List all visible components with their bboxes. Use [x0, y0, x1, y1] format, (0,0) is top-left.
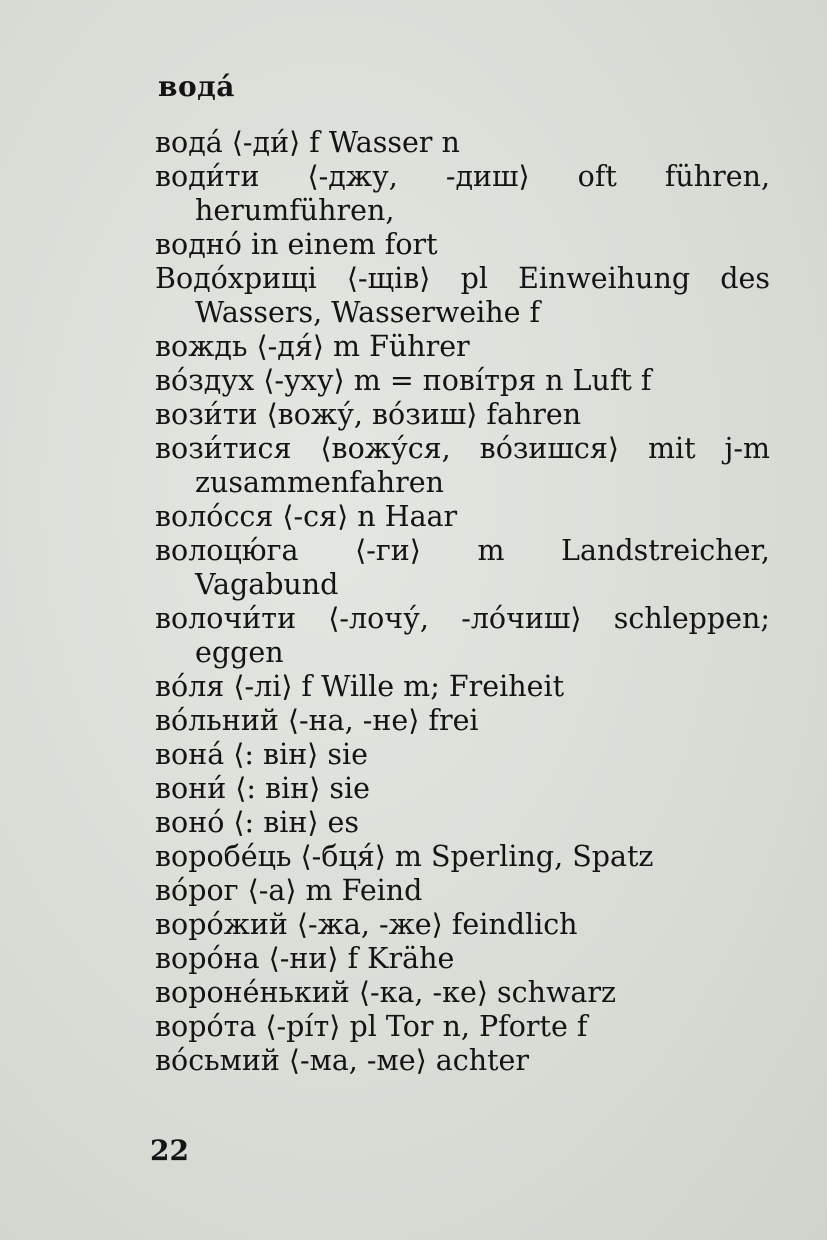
dictionary-entry: воднó in einem fort — [155, 228, 438, 261]
dictionary-entry: вози́тися ⟨вожу́ся, вóзишся⟩ mit j-m zusammenfahren — [155, 432, 770, 499]
running-head: водá — [158, 70, 235, 103]
dictionary-entry: волочи́ти ⟨-лочу́, -лóчиш⟩ schleppen; eggen — [155, 602, 770, 669]
dictionary-entry: волоцю́га ⟨-ги⟩ m Landstreicher, Vagabund — [155, 534, 770, 601]
dictionary-entry: ворóна ⟨-ни⟩ f Krähe — [155, 942, 455, 975]
dictionary-entry: Водóхрищі ⟨-щів⟩ pl Einweihung des Wassers, Wasserweihe f — [155, 262, 770, 329]
dictionary-entry: вонá ⟨: він⟩ sie — [155, 738, 368, 771]
dictionary-entry: вонó ⟨: він⟩ es — [155, 806, 360, 839]
dictionary-entry: ворóта ⟨-рíт⟩ pl Tor n, Pforte f — [155, 1010, 588, 1043]
dictionary-entry: вóздух ⟨-уху⟩ m = повíтря n Luft f — [155, 364, 652, 397]
dictionary-entry: волóсся ⟨-ся⟩ n Haar — [155, 500, 458, 533]
dictionary-entry: ворóжий ⟨-жа, -же⟩ feindlich — [155, 908, 578, 941]
page-number: 22 — [150, 1134, 189, 1167]
dictionary-entry: воробéць ⟨-бця́⟩ m Sperling, Spatz — [155, 840, 654, 873]
dictionary-entry: вóсьмий ⟨-ма, -ме⟩ achter — [155, 1044, 530, 1077]
dictionary-entry: водá ⟨-ди́⟩ f Wasser n — [155, 126, 460, 159]
dictionary-entry: воронéнький ⟨-ка, -ке⟩ schwarz — [155, 976, 616, 1009]
dictionary-entry: вóльний ⟨-на, -не⟩ frei — [155, 704, 479, 737]
dictionary-entry: води́ти ⟨-джу, -диш⟩ oft führen, herumführen, — [155, 160, 770, 227]
dictionary-entry: вождь ⟨-дя́⟩ m Führer — [155, 330, 470, 363]
dictionary-entry: вози́ти ⟨вожу́, вóзиш⟩ fahren — [155, 398, 582, 431]
dictionary-entry: вони́ ⟨: він⟩ sie — [155, 772, 370, 805]
dictionary-entry: вóрог ⟨-а⟩ m Feind — [155, 874, 423, 907]
dictionary-entry: вóля ⟨-лі⟩ f Wille m; Freiheit — [155, 670, 565, 703]
dictionary-entries — [155, 126, 770, 1078]
